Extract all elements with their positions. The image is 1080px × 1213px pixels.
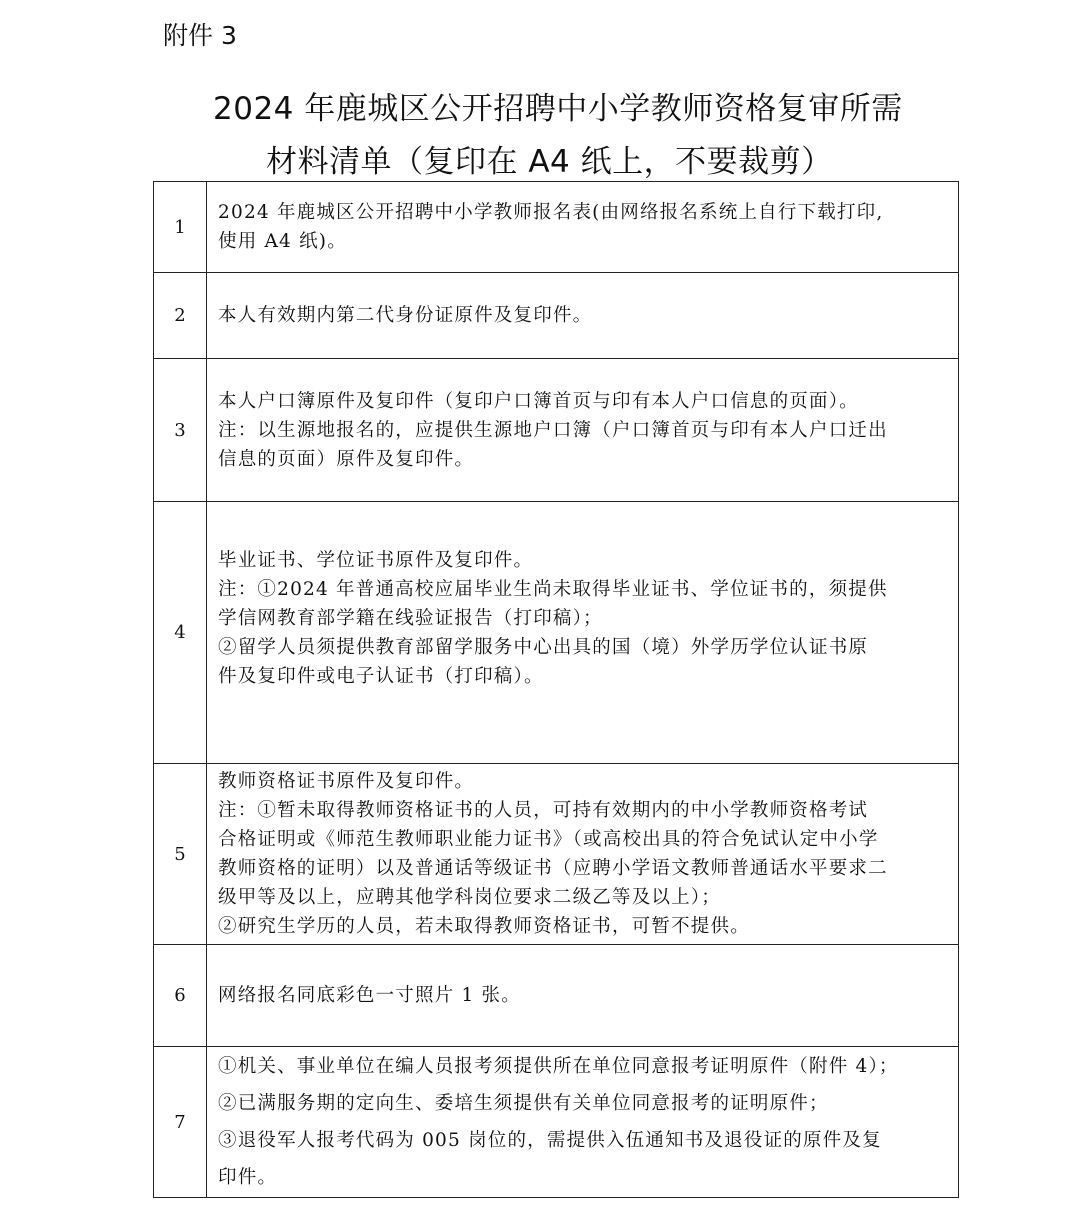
content-line: 2024 年鹿城区公开招聘中小学教师报名表(由网络报名系统上自行下载打印, bbox=[218, 202, 884, 223]
content-line: 信息的页面）原件及复印件。 bbox=[218, 448, 475, 470]
content-line: ③退役军人报考代码为 005 岗位的，需提供入伍通知书及退役证的原件及复 bbox=[218, 1130, 882, 1151]
row-content bbox=[207, 273, 959, 359]
content-line: 教师资格的证明）以及普通话等级证书（应聘小学语文教师普通话水平要求二 bbox=[218, 858, 888, 879]
content-line: 注：①2024 年普通高校应届毕业生尚未取得毕业证书、学位证书的，须提供 bbox=[218, 579, 888, 600]
row-content bbox=[207, 359, 959, 502]
document-title-line-2: 材料清单（复印在 A4 纸上，不要裁剪） bbox=[266, 144, 833, 180]
table-row bbox=[154, 1047, 959, 1198]
row-number: 4 bbox=[154, 502, 207, 764]
content-line: 网络报名同底彩色一寸照片 1 张。 bbox=[218, 985, 521, 1006]
content-line: 级甲等及以上，应聘其他学科岗位要求二级乙等及以上）； bbox=[218, 887, 721, 908]
content-line: 学信网教育部学籍在线验证报告（打印稿）； bbox=[218, 608, 603, 629]
content-line: 注：①暂未取得教师资格证书的人员，可持有效期内的中小学教师资格考试 bbox=[218, 800, 869, 821]
row-number: 3 bbox=[154, 359, 207, 502]
attachment-label: 附件 3 bbox=[163, 21, 237, 50]
content-line: 使用 A4 纸)。 bbox=[218, 231, 347, 252]
table-row bbox=[154, 359, 959, 502]
content-line: ②研究生学历的人员，若未取得教师资格证书，可暂不提供。 bbox=[218, 916, 750, 937]
table-row bbox=[154, 182, 959, 273]
content-line: 件及复印件或电子认证书（打印稿）。 bbox=[218, 666, 544, 687]
content-line: 印件。 bbox=[218, 1167, 278, 1188]
table-row bbox=[154, 502, 959, 764]
content-line: 本人有效期内第二代身份证原件及复印件。 bbox=[218, 305, 593, 326]
content-line: 合格证明或《师范生教师职业能力证书》（或高校出具的符合免试认定中小学 bbox=[218, 829, 879, 850]
content-line: 注：以生源地报名的，应提供生源地户口簿（户口簿首页与印有本人户口迁出 bbox=[218, 419, 888, 441]
row-content bbox=[207, 945, 959, 1047]
row-content bbox=[207, 182, 959, 273]
table-row bbox=[154, 764, 959, 945]
materials-table bbox=[153, 181, 959, 1198]
row-number: 7 bbox=[154, 1047, 207, 1198]
row-number: 5 bbox=[154, 764, 207, 945]
row-content bbox=[207, 502, 959, 764]
document-title-line-1: 2024 年鹿城区公开招聘中小学教师资格复审所需 bbox=[213, 91, 903, 127]
content-line: 本人户口簿原件及复印件（复印户口簿首页与印有本人户口信息的页面）。 bbox=[218, 390, 859, 412]
content-line: ①机关、事业单位在编人员报考须提供所在单位同意报考证明原件（附件 4）； bbox=[218, 1056, 899, 1077]
row-number: 6 bbox=[154, 945, 207, 1047]
table-row bbox=[154, 945, 959, 1047]
content-line: 毕业证书、学位证书原件及复印件。 bbox=[218, 550, 534, 571]
table-row bbox=[154, 273, 959, 359]
content-line: 教师资格证书原件及复印件。 bbox=[218, 771, 475, 792]
row-content bbox=[207, 1047, 959, 1198]
content-line: ②已满服务期的定向生、委培生须提供有关单位同意报考的证明原件； bbox=[218, 1093, 829, 1114]
row-content bbox=[207, 764, 959, 945]
content-line: ②留学人员须提供教育部留学服务中心出具的国（境）外学历学位认证书原 bbox=[218, 637, 869, 658]
row-number: 1 bbox=[154, 182, 207, 273]
row-number: 2 bbox=[154, 273, 207, 359]
